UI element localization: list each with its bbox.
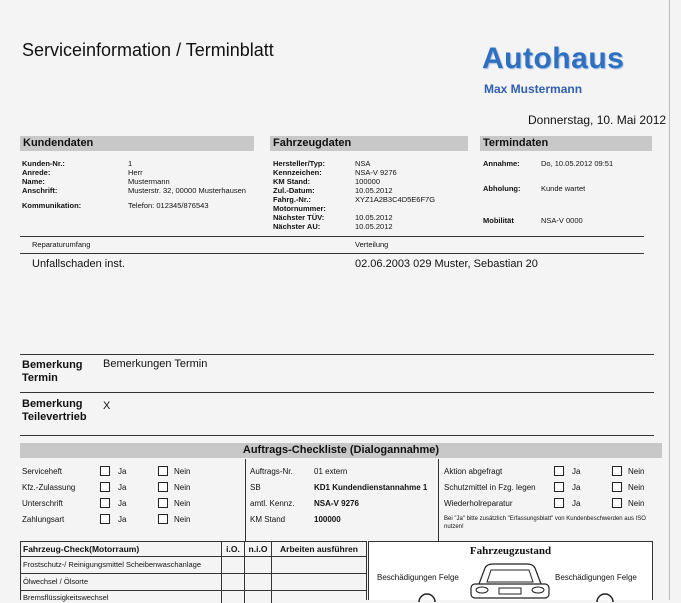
abholung-label: Abholung: xyxy=(483,184,521,193)
kundendaten-block xyxy=(22,159,262,195)
wheel-right-icon xyxy=(595,592,615,602)
nein-checkbox[interactable] xyxy=(612,466,622,476)
fahrzeug-row xyxy=(273,195,473,204)
nein-checkbox[interactable] xyxy=(612,482,622,492)
abholung-row xyxy=(483,184,663,193)
abholung-value: Kunde wartet xyxy=(541,184,586,193)
checkliste-right xyxy=(444,463,662,531)
fahrzeug-label: Nächster AU: xyxy=(273,222,321,231)
fahrzeug-value: 10.05.2012 xyxy=(355,222,393,231)
mobilitaet-label: Mobilität xyxy=(483,216,514,225)
nein-checkbox[interactable] xyxy=(158,482,168,492)
divider xyxy=(20,435,654,436)
fahrzeug-row xyxy=(273,177,473,186)
kunden-value: Mustermann xyxy=(128,177,170,186)
logo-text: Autohaus xyxy=(482,42,625,75)
ja-label: Ja xyxy=(118,514,127,524)
nio-cell[interactable] xyxy=(245,557,272,573)
checklist-row xyxy=(22,479,242,495)
nio-cell[interactable] xyxy=(245,591,272,603)
checklist-row xyxy=(22,495,242,511)
fahrzeug-value: XYZ1A2B3C4D5E6F7G xyxy=(355,195,436,204)
page-title: Serviceinformation / Terminblatt xyxy=(22,40,274,60)
auftrag-value: NSA-V 9276 xyxy=(314,498,359,508)
ja-checkbox[interactable] xyxy=(100,466,110,476)
checklist-label: Wiederholreparatur xyxy=(444,498,513,508)
io-col-header: i.O. xyxy=(222,542,245,556)
arbeiten-cell[interactable] xyxy=(272,574,366,590)
termindaten-heading: Termindaten xyxy=(480,136,652,151)
kunden-row xyxy=(22,177,262,186)
nein-label: Nein xyxy=(628,482,645,492)
divider xyxy=(20,253,644,254)
page-edge xyxy=(669,0,670,600)
verteilung-label: Verteilung xyxy=(355,240,389,249)
ja-checkbox[interactable] xyxy=(100,482,110,492)
checkliste-note: Bei "Ja" bitte zusätzlich "Erfassungsblatt" von Kundenbeschwerden aus ISO nutzen! xyxy=(444,516,646,530)
fahrzeugcheck-header xyxy=(21,542,366,557)
checklist-row xyxy=(444,463,662,479)
auftrag-row xyxy=(250,511,436,527)
checklist-label: Aktion abgefragt xyxy=(444,466,503,476)
divider xyxy=(245,459,246,541)
auftrag-value: KD1 Kundendienstannahme 1 xyxy=(314,482,428,492)
nein-label: Nein xyxy=(174,466,191,476)
ja-checkbox[interactable] xyxy=(100,514,110,524)
checkliste-mid xyxy=(250,463,436,527)
checklist-label: Kfz.-Zulassung xyxy=(22,482,76,492)
fahrzeug-value: NSA xyxy=(355,159,371,168)
kunden-value: Musterstr. 32, 00000 Musterhausen xyxy=(128,186,246,195)
nein-label: Nein xyxy=(174,482,191,492)
document-date: Donnerstag, 10. Mai 2012 xyxy=(528,113,667,127)
divider xyxy=(20,354,654,355)
checklist-label: Schutzmittel in Fzg. legen xyxy=(444,482,536,492)
kunden-label: Anrede: xyxy=(22,168,51,177)
fahrzeug-value: 10.05.2012 xyxy=(355,213,393,222)
ja-label: Ja xyxy=(118,466,127,476)
fahrzeugcheck-col-header: Fahrzeug-Check(Motorraum) xyxy=(21,542,222,556)
fahrzeugcheck-row xyxy=(21,557,366,574)
nein-label: Nein xyxy=(174,514,191,524)
fahrzeugzustand-box xyxy=(368,541,653,600)
fahrzeug-row xyxy=(273,204,473,213)
nein-checkbox[interactable] xyxy=(612,498,622,508)
ja-label: Ja xyxy=(572,466,581,476)
ja-label: Ja xyxy=(118,498,127,508)
io-cell[interactable] xyxy=(222,574,245,590)
nio-cell[interactable] xyxy=(245,574,272,590)
checkliste-heading: Auftrags-Checkliste (Dialogannahme) xyxy=(20,443,662,458)
fahrzeug-label: Hersteller/Typ: xyxy=(273,159,325,168)
fahrzeugdaten-block xyxy=(273,159,473,231)
arbeiten-cell[interactable] xyxy=(272,591,366,603)
checklist-row xyxy=(444,495,662,511)
bemerkung-teile-label xyxy=(22,398,87,424)
mobilitaet-row xyxy=(483,216,663,225)
kunden-row xyxy=(22,186,262,195)
divider xyxy=(20,236,644,237)
bemerkung-termin-label xyxy=(22,359,83,385)
kunden-label: Name: xyxy=(22,177,45,186)
fahrzeug-row xyxy=(273,168,473,177)
reparaturumfang-value: Unfallschaden inst. xyxy=(32,258,125,270)
bemerkung-termin-value: Bemerkungen Termin xyxy=(103,358,208,370)
fahrzeugdaten-heading: Fahrzeugdaten xyxy=(270,136,468,151)
ja-checkbox[interactable] xyxy=(554,466,564,476)
checkliste-left xyxy=(22,463,242,527)
annahme-label: Annahme: xyxy=(483,159,520,168)
auftrag-label: SB xyxy=(250,482,261,492)
bemerkung-teile-label-line2: Teilevertrieb xyxy=(22,411,87,423)
kunden-value: Herr xyxy=(128,168,143,177)
divider xyxy=(438,459,439,541)
bemerkung-teile-label-line1: Bemerkung xyxy=(22,398,83,410)
fahrzeugcheck-row xyxy=(21,574,366,591)
fahrzeug-label: KM Stand: xyxy=(273,177,311,186)
annahme-value: Do, 10.05.2012 09:51 xyxy=(541,159,614,168)
kommunikation-label: Kommunikation: xyxy=(22,201,82,210)
ja-checkbox[interactable] xyxy=(554,498,564,508)
felge-left-label: Beschädigungen Felge xyxy=(377,573,459,582)
annahme-row xyxy=(483,159,663,168)
fahrzeug-label: Fahrg.-Nr.: xyxy=(273,195,311,204)
arbeiten-cell[interactable] xyxy=(272,557,366,573)
checklist-label: Zahlungsart xyxy=(22,514,65,524)
bemerkung-termin-label-line2: Termin xyxy=(22,372,58,384)
checklist-row xyxy=(22,511,242,527)
nein-checkbox[interactable] xyxy=(158,514,168,524)
nein-label: Nein xyxy=(628,466,645,476)
kunden-row xyxy=(22,168,262,177)
checklist-row xyxy=(22,463,242,479)
auftrag-label: amtl. Kennz. xyxy=(250,498,295,508)
auftrag-row xyxy=(250,479,436,495)
io-cell[interactable] xyxy=(222,591,245,603)
kunden-label: Kunden-Nr.: xyxy=(22,159,65,168)
kunden-value: 1 xyxy=(128,159,133,168)
nein-label: Nein xyxy=(174,498,191,508)
wheel-left-icon xyxy=(417,592,437,602)
ja-checkbox[interactable] xyxy=(554,482,564,492)
kommunikation-row xyxy=(22,201,262,210)
nio-col-header: n.i.O xyxy=(245,542,272,556)
fahrzeugcheck-item: Ölwechsel / Ölsorte xyxy=(21,574,222,590)
verteilung-value: 02.06.2003 029 Muster, Sebastian 20 xyxy=(355,258,538,270)
checklist-label: Unterschrift xyxy=(22,498,63,508)
ja-label: Ja xyxy=(572,482,581,492)
nein-checkbox[interactable] xyxy=(158,498,168,508)
ja-label: Ja xyxy=(118,482,127,492)
fahrzeugcheck-table xyxy=(20,541,367,600)
fahrzeug-value: 100000 xyxy=(355,177,381,186)
fahrzeug-label: Zul.-Datum: xyxy=(273,186,315,195)
nein-label: Nein xyxy=(628,498,645,508)
logo-subtitle: Max Mustermann xyxy=(484,82,583,96)
fahrzeugcheck-item: Frostschutz-/ Reinigungsmittel Scheibenwaschanlage xyxy=(21,557,222,573)
divider xyxy=(20,392,654,393)
checklist-label: Serviceheft xyxy=(22,466,63,476)
auftrag-label: Auftrags-Nr. xyxy=(250,466,293,476)
auftrag-value: 100000 xyxy=(314,514,341,524)
ja-checkbox[interactable] xyxy=(100,498,110,508)
auftrag-row xyxy=(250,495,436,511)
fahrzeugcheck-item: Bremsflüssigkeitswechsel xyxy=(21,591,222,603)
felge-right-label: Beschädigungen Felge xyxy=(555,573,637,582)
fahrzeug-row xyxy=(273,213,473,222)
fahrzeug-row xyxy=(273,159,473,168)
fahrzeug-value: 10.05.2012 xyxy=(355,186,393,195)
reparaturumfang-label: Reparaturumfang xyxy=(32,240,91,249)
ja-label: Ja xyxy=(572,498,581,508)
kunden-label: Anschrift: xyxy=(22,186,58,195)
bemerkung-termin-label-line1: Bemerkung xyxy=(22,359,83,371)
fahrzeug-label: Motornummer: xyxy=(273,204,326,213)
kommunikation-value: Telefon: 012345/876543 xyxy=(128,201,209,210)
mobilitaet-value: NSA-V 0000 xyxy=(541,216,583,225)
auftrag-label: KM Stand xyxy=(250,514,286,524)
kunden-row xyxy=(22,159,262,168)
fahrzeug-row xyxy=(273,222,473,231)
bemerkung-teile-value: X xyxy=(103,400,111,412)
fahrzeugzustand-heading: Fahrzeugzustand xyxy=(469,545,552,557)
fahrzeug-label: Nächster TÜV: xyxy=(273,213,325,222)
checklist-row xyxy=(444,479,662,495)
kundendaten-heading: Kundendaten xyxy=(20,136,254,151)
nein-checkbox[interactable] xyxy=(158,466,168,476)
io-cell[interactable] xyxy=(222,557,245,573)
fahrzeug-row xyxy=(273,186,473,195)
fahrzeug-label: Kennzeichen: xyxy=(273,168,322,177)
car-front-icon xyxy=(465,558,555,601)
auftrag-row xyxy=(250,463,436,479)
arbeiten-col-header: Arbeiten ausführen xyxy=(280,544,358,554)
auftrag-value: 01 extern xyxy=(314,466,348,476)
fahrzeugcheck-row xyxy=(21,591,366,603)
fahrzeug-value: NSA-V 9276 xyxy=(355,168,397,177)
